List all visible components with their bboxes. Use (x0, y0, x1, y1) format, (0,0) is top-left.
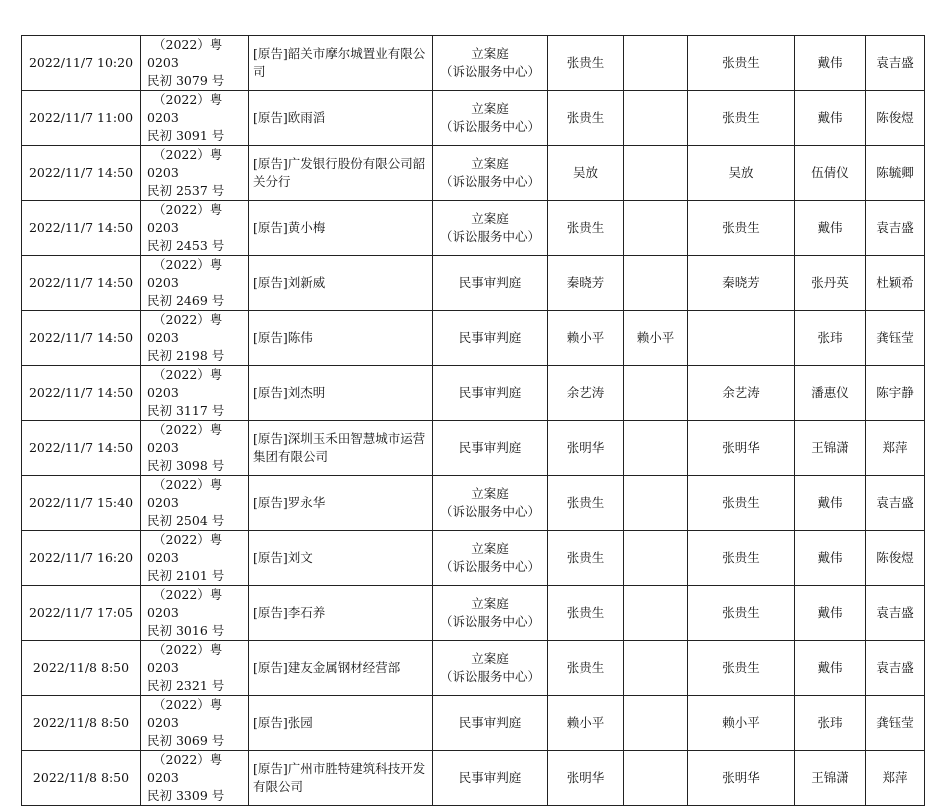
case-number-line1: （2022）粤 0203 (147, 37, 223, 70)
court-division (433, 531, 548, 586)
table-row (22, 311, 925, 366)
secretary: 陈俊煜 (866, 531, 925, 586)
party-name: [原告]陈伟 (249, 311, 433, 366)
presiding-judge: 张贵生 (548, 91, 624, 146)
secretary: 袁吉盛 (866, 36, 925, 91)
court-division (433, 201, 548, 256)
case-number-line2: 民初 3079 号 (147, 73, 225, 88)
clerk: 张玮 (795, 311, 866, 366)
party-name: [原告]刘杰明 (249, 366, 433, 421)
court-division (433, 311, 548, 366)
judge-col7: 张贵生 (688, 91, 795, 146)
case-number-line1: （2022）粤 0203 (147, 587, 223, 620)
judge-col7: 张贵生 (688, 476, 795, 531)
judge-col7: 张明华 (688, 421, 795, 476)
case-number-line1: （2022）粤 0203 (147, 477, 223, 510)
presiding-judge: 张明华 (548, 751, 624, 806)
judge-col6 (624, 476, 688, 531)
case-number (141, 531, 249, 586)
court-division (433, 91, 548, 146)
case-number-line2: 民初 3117 号 (147, 403, 225, 418)
case-number-line2: 民初 2504 号 (147, 513, 225, 528)
court-division-line1: 立案庭 (471, 101, 509, 116)
judge-col7 (688, 311, 795, 366)
table-row (22, 36, 925, 91)
table-row (22, 421, 925, 476)
judge-col6 (624, 586, 688, 641)
judge-col6 (624, 751, 688, 806)
court-division (433, 256, 548, 311)
presiding-judge: 张贵生 (548, 586, 624, 641)
secretary: 陈宇静 (866, 366, 925, 421)
court-division (433, 366, 548, 421)
judge-col7: 余艺涛 (688, 366, 795, 421)
table-row (22, 476, 925, 531)
case-number (141, 586, 249, 641)
case-number (141, 201, 249, 256)
party-name: [原告]李石养 (249, 586, 433, 641)
judge-col7: 张明华 (688, 751, 795, 806)
presiding-judge: 余艺涛 (548, 366, 624, 421)
party-name: [原告]张园 (249, 696, 433, 751)
hearing-schedule-table (21, 35, 925, 806)
case-number-line2: 民初 2101 号 (147, 568, 225, 583)
case-number-line1: （2022）粤 0203 (147, 92, 223, 125)
judge-col6 (624, 256, 688, 311)
party-name: [原告]黄小梅 (249, 201, 433, 256)
court-division-line1: 立案庭 (471, 211, 509, 226)
presiding-judge: 张明华 (548, 421, 624, 476)
party-name: [原告]韶关市摩尔城置业有限公司 (249, 36, 433, 91)
presiding-judge: 张贵生 (548, 641, 624, 696)
secretary: 郑萍 (866, 421, 925, 476)
secretary: 龚钰莹 (866, 311, 925, 366)
case-number (141, 421, 249, 476)
case-number (141, 476, 249, 531)
table-row (22, 366, 925, 421)
case-number-line1: （2022）粤 0203 (147, 147, 223, 180)
secretary: 袁吉盛 (866, 586, 925, 641)
table-row (22, 586, 925, 641)
case-number-line1: （2022）粤 0203 (147, 642, 223, 675)
party-name: [原告]深圳玉禾田智慧城市运营集团有限公司 (249, 421, 433, 476)
court-division-line1: 民事审判庭 (458, 385, 522, 400)
case-number-line2: 民初 2469 号 (147, 293, 225, 308)
judge-col6 (624, 36, 688, 91)
presiding-judge: 张贵生 (548, 201, 624, 256)
case-number-line1: （2022）粤 0203 (147, 257, 223, 290)
court-division-line1: 民事审判庭 (458, 715, 522, 730)
case-number-line1: （2022）粤 0203 (147, 697, 223, 730)
court-division (433, 751, 548, 806)
table-row (22, 146, 925, 201)
case-number (141, 751, 249, 806)
case-number (141, 366, 249, 421)
clerk: 张玮 (795, 696, 866, 751)
clerk: 潘惠仪 (795, 366, 866, 421)
judge-col7: 赖小平 (688, 696, 795, 751)
party-name: [原告]欧雨滔 (249, 91, 433, 146)
clerk: 戴伟 (795, 91, 866, 146)
court-division-line1: 立案庭 (471, 651, 509, 666)
presiding-judge: 张贵生 (548, 531, 624, 586)
court-division-line2: （诉讼服务中心） (439, 119, 540, 134)
table-row (22, 751, 925, 806)
hearing-time: 2022/11/7 14:50 (22, 201, 141, 256)
clerk: 戴伟 (795, 36, 866, 91)
hearing-time: 2022/11/7 11:00 (22, 91, 141, 146)
party-name: [原告]广州市胜特建筑科技开发有限公司 (249, 751, 433, 806)
hearing-time: 2022/11/8 8:50 (22, 751, 141, 806)
presiding-judge: 赖小平 (548, 311, 624, 366)
presiding-judge: 张贵生 (548, 36, 624, 91)
secretary: 袁吉盛 (866, 476, 925, 531)
hearing-time: 2022/11/7 14:50 (22, 311, 141, 366)
case-number-line2: 民初 2198 号 (147, 348, 225, 363)
court-division-line2: （诉讼服务中心） (439, 504, 540, 519)
table-row (22, 531, 925, 586)
case-number-line1: （2022）粤 0203 (147, 752, 223, 785)
court-division-line2: （诉讼服务中心） (439, 64, 540, 79)
court-division-line1: 立案庭 (471, 486, 509, 501)
case-number-line1: （2022）粤 0203 (147, 422, 223, 455)
judge-col6 (624, 146, 688, 201)
hearing-time: 2022/11/7 16:20 (22, 531, 141, 586)
judge-col6 (624, 91, 688, 146)
hearing-time: 2022/11/8 8:50 (22, 641, 141, 696)
table-row (22, 91, 925, 146)
clerk: 戴伟 (795, 586, 866, 641)
party-name: [原告]建友金属钢材经营部 (249, 641, 433, 696)
judge-col7: 张贵生 (688, 641, 795, 696)
secretary: 陈俊煜 (866, 91, 925, 146)
table-row (22, 256, 925, 311)
clerk: 戴伟 (795, 201, 866, 256)
secretary: 袁吉盛 (866, 201, 925, 256)
hearing-time: 2022/11/7 14:50 (22, 256, 141, 311)
clerk: 张丹英 (795, 256, 866, 311)
clerk: 戴伟 (795, 531, 866, 586)
clerk: 戴伟 (795, 476, 866, 531)
judge-col6 (624, 421, 688, 476)
court-division-line1: 立案庭 (471, 46, 509, 61)
judge-col6 (624, 366, 688, 421)
court-division-line1: 民事审判庭 (458, 275, 522, 290)
case-number-line2: 民初 3098 号 (147, 458, 225, 473)
case-number-line1: （2022）粤 0203 (147, 312, 223, 345)
judge-col6 (624, 201, 688, 256)
judge-col7: 张贵生 (688, 36, 795, 91)
hearing-time: 2022/11/7 15:40 (22, 476, 141, 531)
case-number (141, 36, 249, 91)
presiding-judge: 秦晓芳 (548, 256, 624, 311)
case-number (141, 146, 249, 201)
presiding-judge: 赖小平 (548, 696, 624, 751)
court-division (433, 641, 548, 696)
table-body (22, 36, 925, 806)
case-number (141, 91, 249, 146)
case-number (141, 256, 249, 311)
case-number-line1: （2022）粤 0203 (147, 532, 223, 565)
hearing-time: 2022/11/7 14:50 (22, 146, 141, 201)
judge-col6 (624, 696, 688, 751)
secretary: 陈毓卿 (866, 146, 925, 201)
case-number-line2: 民初 3069 号 (147, 733, 225, 748)
court-division-line2: （诉讼服务中心） (439, 229, 540, 244)
case-number (141, 696, 249, 751)
judge-col7: 张贵生 (688, 531, 795, 586)
clerk: 王锦潇 (795, 751, 866, 806)
hearing-time: 2022/11/7 14:50 (22, 366, 141, 421)
case-number-line1: （2022）粤 0203 (147, 202, 223, 235)
party-name: [原告]刘文 (249, 531, 433, 586)
court-division (433, 696, 548, 751)
court-division-line1: 民事审判庭 (458, 330, 522, 345)
case-number-line2: 民初 2537 号 (147, 183, 225, 198)
court-division-line1: 立案庭 (471, 156, 509, 171)
court-division-line2: （诉讼服务中心） (439, 614, 540, 629)
court-division (433, 146, 548, 201)
judge-col7: 张贵生 (688, 201, 795, 256)
judge-col6 (624, 641, 688, 696)
hearing-time: 2022/11/7 10:20 (22, 36, 141, 91)
clerk: 戴伟 (795, 641, 866, 696)
judge-col6: 赖小平 (624, 311, 688, 366)
secretary: 郑萍 (866, 751, 925, 806)
case-number-line2: 民初 3016 号 (147, 623, 225, 638)
clerk: 王锦潇 (795, 421, 866, 476)
presiding-judge: 吴放 (548, 146, 624, 201)
court-division-line1: 立案庭 (471, 541, 509, 556)
case-number (141, 641, 249, 696)
party-name: [原告]刘新威 (249, 256, 433, 311)
table-row (22, 696, 925, 751)
case-number-line2: 民初 2453 号 (147, 238, 225, 253)
court-division-line1: 民事审判庭 (458, 440, 522, 455)
party-name: [原告]罗永华 (249, 476, 433, 531)
secretary: 杜颖希 (866, 256, 925, 311)
judge-col6 (624, 531, 688, 586)
court-division-line2: （诉讼服务中心） (439, 559, 540, 574)
table-row (22, 641, 925, 696)
case-number-line2: 民初 3309 号 (147, 788, 225, 803)
judge-col7: 张贵生 (688, 586, 795, 641)
secretary: 龚钰莹 (866, 696, 925, 751)
hearing-time: 2022/11/7 17:05 (22, 586, 141, 641)
judge-col7: 吴放 (688, 146, 795, 201)
clerk: 伍倩仪 (795, 146, 866, 201)
court-division-line2: （诉讼服务中心） (439, 669, 540, 684)
hearing-time: 2022/11/8 8:50 (22, 696, 141, 751)
case-number-line1: （2022）粤 0203 (147, 367, 223, 400)
case-number-line2: 民初 2321 号 (147, 678, 225, 693)
court-division (433, 586, 548, 641)
secretary: 袁吉盛 (866, 641, 925, 696)
court-division-line1: 立案庭 (471, 596, 509, 611)
court-division (433, 421, 548, 476)
case-number-line2: 民初 3091 号 (147, 128, 225, 143)
court-division-line1: 民事审判庭 (458, 770, 522, 785)
hearing-time: 2022/11/7 14:50 (22, 421, 141, 476)
table-row (22, 201, 925, 256)
judge-col7: 秦晓芳 (688, 256, 795, 311)
presiding-judge: 张贵生 (548, 476, 624, 531)
court-division (433, 36, 548, 91)
court-division (433, 476, 548, 531)
case-number (141, 311, 249, 366)
party-name: [原告]广发银行股份有限公司韶关分行 (249, 146, 433, 201)
court-division-line2: （诉讼服务中心） (439, 174, 540, 189)
